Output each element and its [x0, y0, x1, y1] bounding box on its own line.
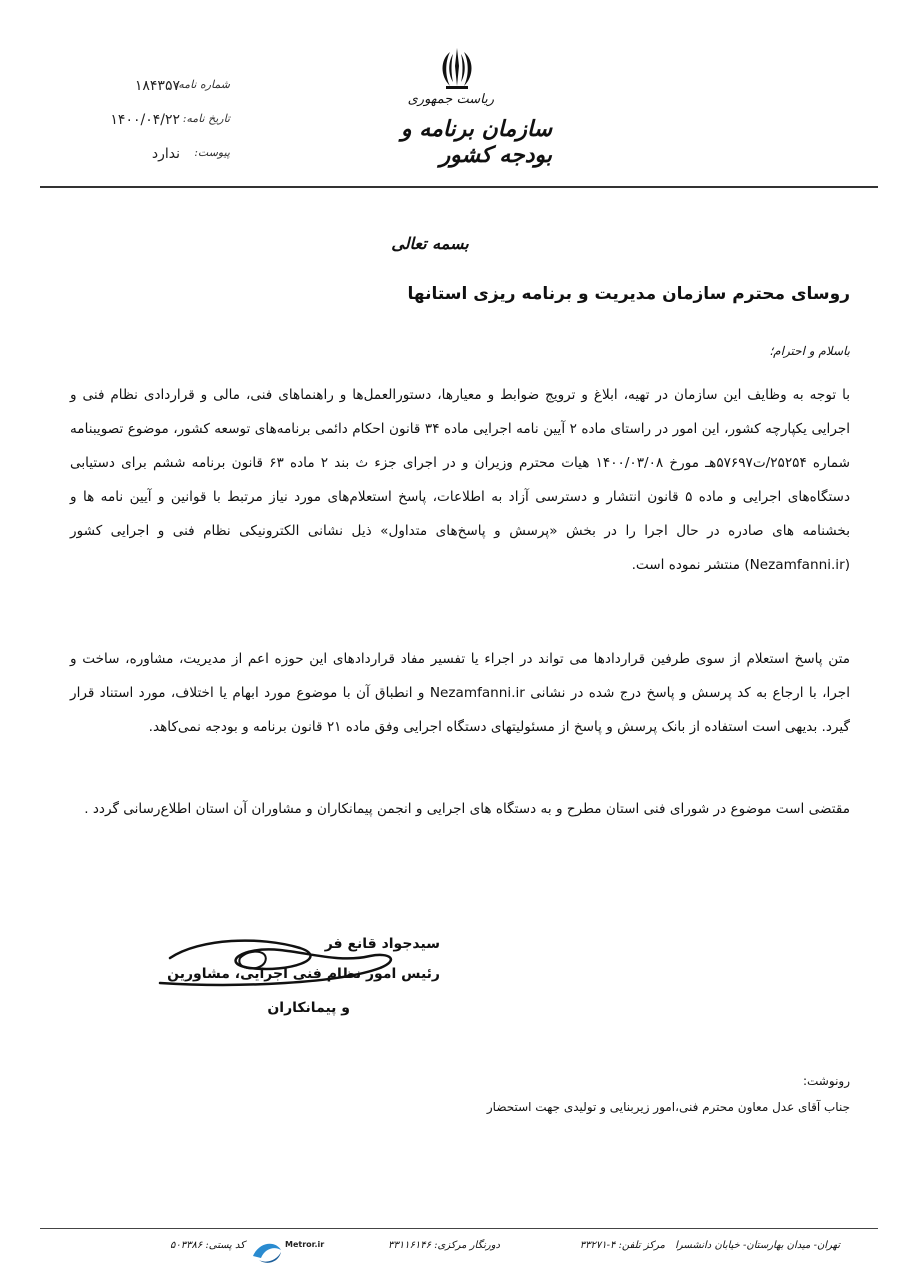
letter-number-row — [60, 78, 230, 102]
presidency-label: ریاست جمهوری — [407, 92, 494, 107]
paragraph-1: با توجه به وظایف این سازمان در تهیه، ابلاغ و ترویج ضوابط و معیارها، دستورالعمل‌ها و راهنماهای فنی، مالی و قراردادی نظام فنی و اجرایی یکپارچه کشور، این امور در راستای ماده ۲ آیین نامه اجرایی ماده ۳۴ قانون احکام دائمی برنامه‌های توسعه کشور، موضوع تصویبنامه شماره ۲۵۲۵۴/ت۵۷۶۹۷هـ مورخ ۱۴۰۰/۰۳/۰۸ هیات محترم وزیران و در اجرای جزء ث بند ۲ ماده ۶۳ قانون برنامه ششم برای دستیابی دستگاه‌های اجرایی و ماده ۵ قانون انتشار و دسترسی آزاد به اطلاعات، پاسخ استعلام‌های مورد نیاز مرتبط با قوانین و آیین نامه ها و بخشنامه های صادره در حال اجرا را در بخش «پرسش و پاسخ‌های متداول» ذیل نشانی الکترونیکی نظام فنی و اجرایی کشور (Nezamfanni.ir) منتشر نموده است. — [70, 387, 851, 573]
greeting: باسلام و احترام؛ — [769, 344, 850, 358]
letter-number-label: شماره نامه: — [174, 78, 230, 91]
signer-title-continued: و پیمانکاران — [267, 1000, 350, 1016]
signer-name: سیدجواد قانع فر — [324, 936, 440, 952]
header-divider — [40, 186, 878, 188]
paragraph-2: متن پاسخ استعلام از سوی طرفین قراردادها می تواند در اجراء یا تفسیر مفاد قراردادهای این حوزه اعم از مدیریت، مشاوره، ساخت و اجرا، با ارجاع به کد پرسش و پاسخ درج شده در نشانی Nezamfanni.ir و انطباق آن با موضوع مورد ابهام یا اختلاف، مورد استناد قرار گیرد. بدیهی است استفاده از بانک پرسش و پاسخ از مسئولیتهای دستگاه اجرایی وفق ماده ۲۱ قانون برنامه و بودجه نمی‌کاهد. — [70, 651, 850, 735]
signer-title: رئیس امور نظام فنی اجرایی، مشاورین — [167, 966, 440, 982]
recipient-heading: روسای محترم سازمان مدیریت و برنامه ریزی استانها — [407, 284, 850, 304]
cc-label: رونوشت: — [802, 1074, 850, 1088]
iran-emblem-icon — [432, 46, 482, 92]
letter-number-value: ۱۸۴۳۵۷ — [134, 78, 180, 94]
letter-date-label: تاریخ نامه: — [182, 112, 230, 125]
footer-fax: دورنگار مرکزی: ۳۳۱۱۶۱۴۶ — [388, 1240, 500, 1251]
letter-date-row — [60, 112, 230, 136]
footer-divider — [40, 1228, 878, 1229]
attachment-label: پیوست: — [194, 146, 230, 159]
footer-phone: مرکز تلفن: ۴-۳۳۲۷۱ — [579, 1240, 665, 1251]
paragraph-3: مقتضی است موضوع در شورای فنی استان مطرح و به دستگاه های اجرایی و انجمن پیمانکاران و مشاوران آن استان اطلاع‌رسانی گردد . — [84, 801, 850, 817]
footer-postal-code: کد پستی: ۵۰۳۳۸۶ — [169, 1240, 245, 1251]
footer-address: تهران- میدان بهارستان- خیابان دانشسرا — [675, 1240, 840, 1251]
attachment-value: ندارد — [151, 146, 180, 162]
cc-recipient: جناب آقای عدل معاون محترم فنی،امور زیربنایی و تولیدی جهت استحضار — [486, 1100, 850, 1114]
invocation: بسمه تعالی — [391, 234, 469, 253]
metror-logo-text: Metror.ir — [285, 1240, 325, 1249]
attachment-row — [60, 146, 230, 170]
organization-name: سازمان برنامه و بودجه کشور — [400, 116, 552, 168]
letter-date-value: ۱۴۰۰/۰۴/۲۲ — [110, 112, 180, 128]
